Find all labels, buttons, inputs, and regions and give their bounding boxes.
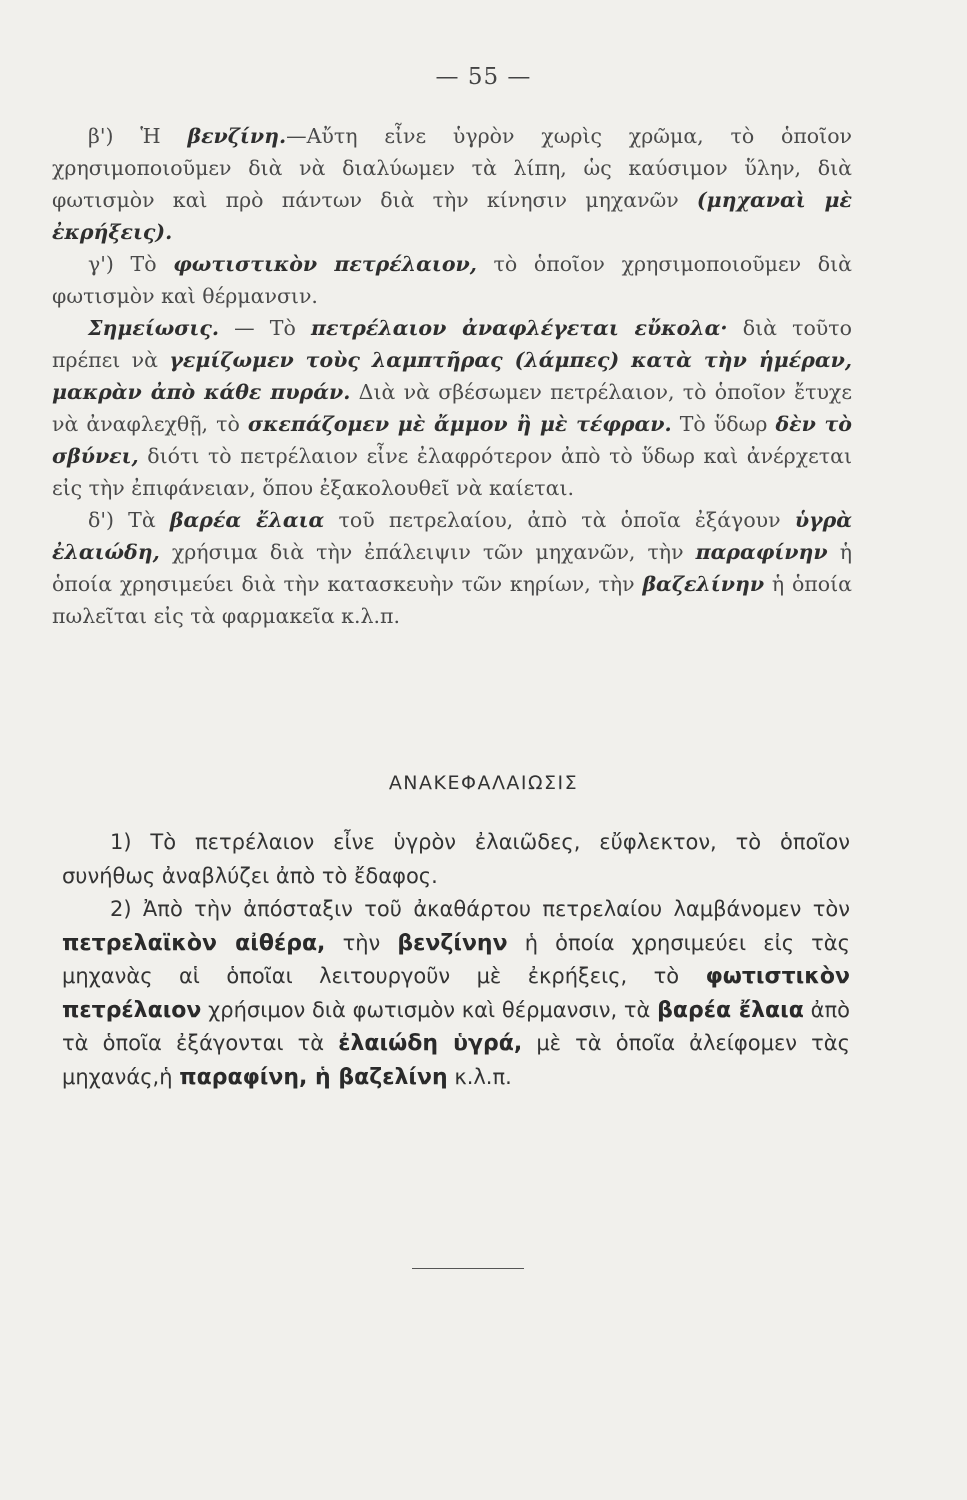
body-text: μὲ τὰ ὁποῖα ἀλείφομεν τὰς μηχανάς,ἡ	[62, 1031, 850, 1089]
term-note: Σημείωσις.	[88, 316, 219, 340]
emphasis-text: γεμίζωμεν τοὺς λαμπτῆρας (λάμπες) κατὰ τὴν ἡμέραν, μακρὰν ἀπὸ κάθε πυράν.	[52, 348, 852, 404]
item-label: β') Ἡ	[88, 124, 161, 148]
paragraph-gasoline	[52, 120, 852, 248]
summary-item-2	[62, 893, 850, 1094]
body-text: χρήσιμα διὰ τὴν ἐπάλειψιν τῶν μηχανῶν, τὴν	[171, 540, 684, 564]
body-text: —Αὔτη εἶνε ὑγρὸν χωρὶς χρῶμα, τὸ ὁποῖον χρησιμοποιοῦμεν διὰ νὰ διαλύωμεν τὰ λίπη, ὡς καύσιμον ὕλην, διὰ φωτισμὸν καὶ πρὸ πάντων διὰ τὴν κίνησιν μηχανῶν	[52, 124, 852, 212]
highlight-term: βαρέα ἔλαια	[657, 997, 804, 1023]
highlight-term: βενζίνην	[397, 930, 508, 956]
term-heavy-oils: βαρέα ἔλαια	[169, 508, 325, 532]
highlight-term: φωτιστικὸν πετρέλαιον	[62, 964, 850, 1023]
body-text: Τὸ ὕδωρ	[679, 412, 768, 436]
body-text: ἡ ὁποία χρησιμεύει εἰς τὰς μηχανὰς αἱ ὁποῖαι λειτουργοῦν μὲ ἐκρήξεις, τὸ	[62, 930, 850, 988]
body-text: Διὰ νὰ σβέσωμεν πετρέλαιον, τὸ ὁποῖον ἔτυχε νὰ ἀναφλεχθῇ, τὸ	[52, 380, 852, 436]
body-text: τὸ ὁποῖον χρησιμοποιοῦμεν διὰ φωτισμὸν καὶ θέρμανσιν.	[52, 252, 852, 308]
body-text: ἀπὸ τὰ ὁποῖα ἐξάγονται τὰ	[62, 997, 850, 1055]
summary-item-1: 1) Τὸ πετρέλαιον εἶνε ὑγρὸν ἐλαιῶδες, εὔφλεκτον, τὸ ὁποῖον συνήθως ἀναβλύζει ἀπὸ τὸ ἔδαφος.	[62, 830, 850, 888]
emphasis-text: δὲν τὸ σβύνει,	[52, 412, 852, 468]
summary-heading: ΑΝΑΚΕΦΑΛΑΙΩΣΙΣ	[388, 772, 579, 794]
body-text: — Τὸ	[234, 316, 296, 340]
emphasis-text: πετρέλαιον ἀναφλέγεται εὔκολα·	[311, 316, 728, 340]
emphasis-text: βαζελίνην	[642, 572, 765, 596]
section-petroleum-products	[52, 120, 852, 632]
highlight-term: παραφίνη, ἡ βαζελίνη	[179, 1064, 448, 1090]
body-text: χρήσιμον διὰ φωτισμὸν καὶ θέρμανσιν, τὰ	[208, 997, 651, 1022]
body-text: 2) Ἀπὸ τὴν ἀπόσταξιν τοῦ ἀκαθάρτου πετρελαίου λαμβάνομεν τὸν	[110, 897, 850, 921]
paragraph-lamp-oil	[52, 248, 852, 312]
paragraph-note	[52, 312, 852, 504]
highlight-term: ἐλαιώδη ὑγρά,	[338, 1031, 523, 1056]
body-text: ἡ ὁποία πωλεῖται εἰς τὰ φαρμακεῖα κ.λ.π.	[52, 572, 852, 628]
section-divider	[412, 1268, 524, 1269]
emphasis-text: παραφίνην	[695, 540, 828, 564]
summary-section	[62, 826, 850, 1094]
body-text: ἡ ὁποία χρησιμεύει διὰ τὴν κατασκευὴν τῶν κηρίων, τὴν	[52, 540, 852, 596]
emphasis-text: ὑγρὰ ἐλαιώδη,	[52, 508, 852, 564]
emphasis-text: σκεπάζομεν μὲ ἄμμον ἢ μὲ τέφραν.	[247, 412, 672, 436]
item-label: δ') Τὰ	[88, 508, 156, 532]
highlight-term: πετρελαϊκὸν αἰθέρα,	[62, 930, 326, 956]
body-text: διότι τὸ πετρέλαιον εἶνε ἐλαφρότερον ἀπὸ τὸ ὕδωρ καὶ ἀνέρχεται εἰς τὴν ἐπιφάνειαν, ὅπου ἐξακολουθεῖ νὰ καίεται.	[52, 444, 852, 500]
term-gasoline: βενζίνη.	[187, 124, 287, 148]
page-number: — 55 —	[435, 64, 532, 90]
term-lamp-oil: φωτιστικὸν πετρέλαιον,	[173, 252, 477, 276]
body-text: κ.λ.π.	[454, 1064, 512, 1089]
paragraph-heavy-oils	[52, 504, 852, 632]
body-text: τοῦ πετρελαίου, ἀπὸ τὰ ὁποῖα ἐξάγουν	[338, 508, 781, 532]
body-text: διὰ τοῦτο πρέπει νὰ	[52, 316, 852, 372]
item-label: γ') Τὸ	[88, 252, 157, 276]
emphasis-text: (μηχαναὶ μὲ ἐκρήξεις).	[52, 188, 852, 244]
body-text: τὴν	[342, 930, 381, 955]
